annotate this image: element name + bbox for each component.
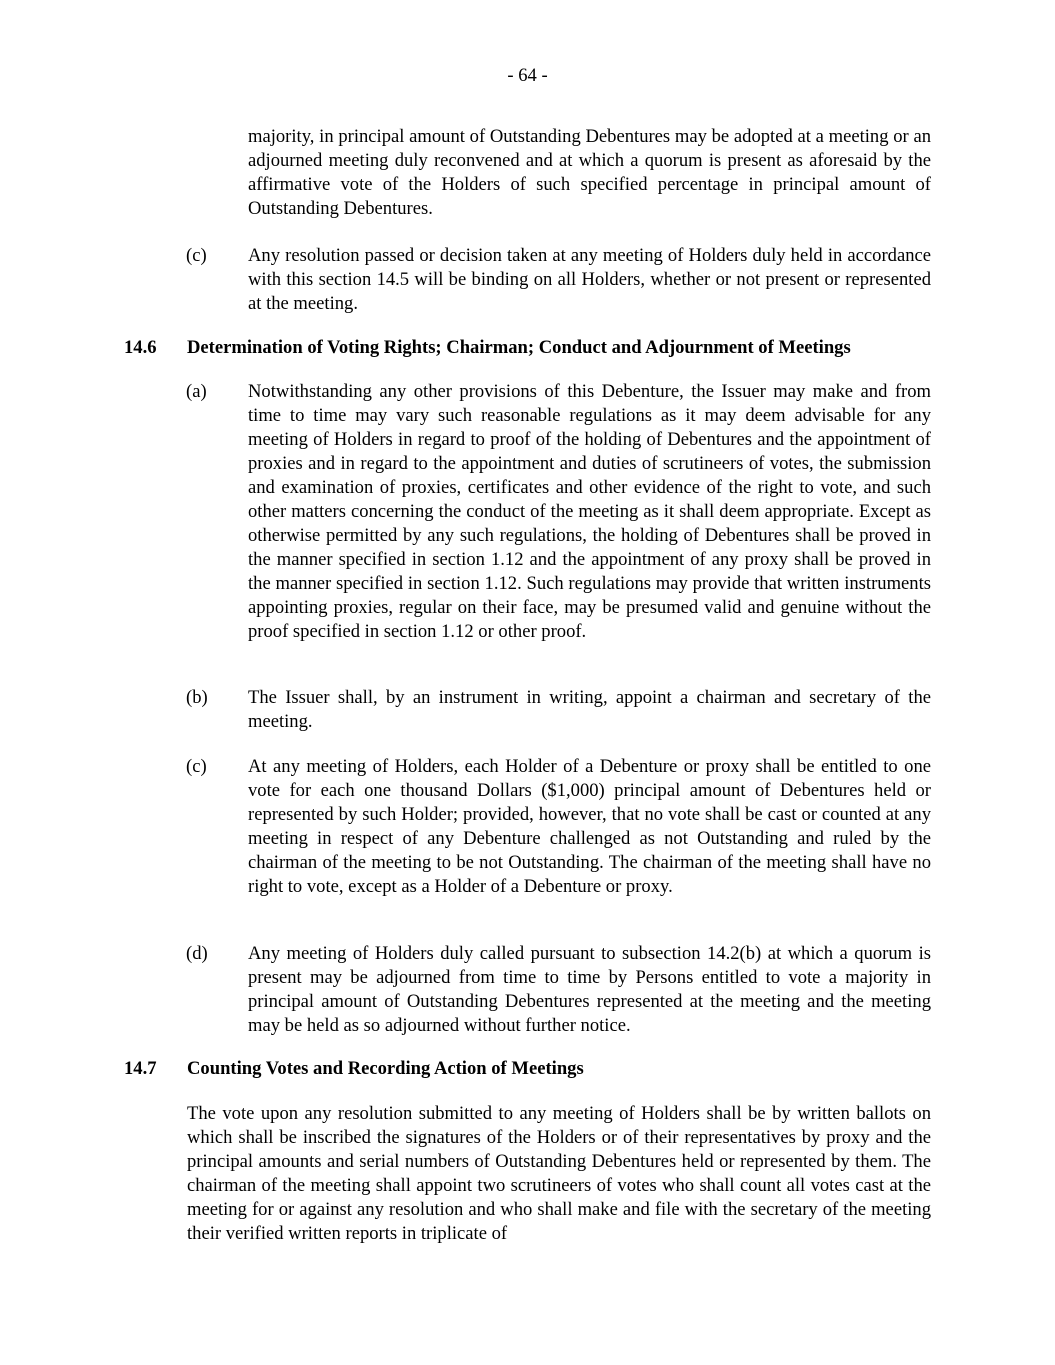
continuation-paragraph: majority, in principal amount of Outstanding Debentures may be adopted at a meeting or an adjourned meeting duly reconvened and at which a quorum is present as aforesaid by the affirmative vote of the Holders of such specified percentage in principal amount of Outstanding Debentures.: [248, 126, 931, 219]
item-a-text: Notwithstanding any other provisions of this Debenture, the Issuer may make and from time to time may vary such reasonable regulations as it may deem advisable for any meeting of Holders in regard to proof of the holding of Debentures and the appointment of proxies and in regard to the appointment and duties of scrutineers of votes, the submission and examination of proxies, certificates and other evidence of the right to vote, and such other matters concerning the conduct of the meeting as it shall deem appropriate. Except as otherwise permitted by any such regulations, the holding of Debentures shall be proved in the manner specified in section 1.12 and the appointment of any proxy shall be proved in the manner specified in section 1.12. Such regulations may provide that written instruments appointing proxies, regular on their face, may be presumed valid and genuine without the proof specified in section 1.12 or other proof.: [248, 381, 931, 642]
page-number: - 64 -: [507, 65, 548, 86]
item-c-label: (c): [186, 756, 207, 777]
section-14-7-number: 14.7: [124, 1058, 157, 1079]
section-14-7-paragraph: The vote upon any resolution submitted to any meeting of Holders shall be by written ballots on which shall be inscribed the signatures of the Holders or of their representatives by proxy and the principal amounts and serial numbers of Outstanding Debentures held or represented by them. The chairman of the meeting shall appoint two scrutineers of votes who shall count all votes cast at the meeting for or against any resolution and who shall make and file with the secretary of the meeting their verified written reports in triplicate of: [187, 1103, 931, 1244]
item-b-label: (b): [186, 687, 208, 708]
item-d-text: Any meeting of Holders duly called pursuant to subsection 14.2(b) at which a quorum is present may be adjourned from time to time by Persons entitled to vote a majority in principal amount of Outstanding Debentures represented at the meeting and the meeting may be held as so adjourned without further notice.: [248, 943, 931, 1036]
section-14-7-title: Counting Votes and Recording Action of Meetings: [187, 1058, 584, 1079]
item-c-prev-text: Any resolution passed or decision taken at any meeting of Holders duly held in accordance with this section 14.5 will be binding on all Holders, whether or not present or represented at the meeting.: [248, 245, 931, 314]
item-c-prev-label: (c): [186, 245, 207, 266]
item-d-label: (d): [186, 943, 208, 964]
item-b-text: The Issuer shall, by an instrument in writing, appoint a chairman and secretary of the meeting.: [248, 687, 931, 732]
item-c-text: At any meeting of Holders, each Holder of a Debenture or proxy shall be entitled to one vote for each one thousand Dollars ($1,000) principal amount of Debentures held or represented by such Holder; provided, however, that no vote shall be cast or counted at any meeting in respect of any Debenture challenged as not Outstanding and ruled by the chairman of the meeting to be not Outstanding. The chairman of the meeting shall have no right to vote, except as a Holder of a Debenture or proxy.: [248, 756, 931, 897]
section-14-6-number: 14.6: [124, 337, 157, 358]
section-14-6-title: Determination of Voting Rights; Chairman; Conduct and Adjournment of Meetings: [187, 337, 851, 358]
item-a-label: (a): [186, 381, 207, 402]
